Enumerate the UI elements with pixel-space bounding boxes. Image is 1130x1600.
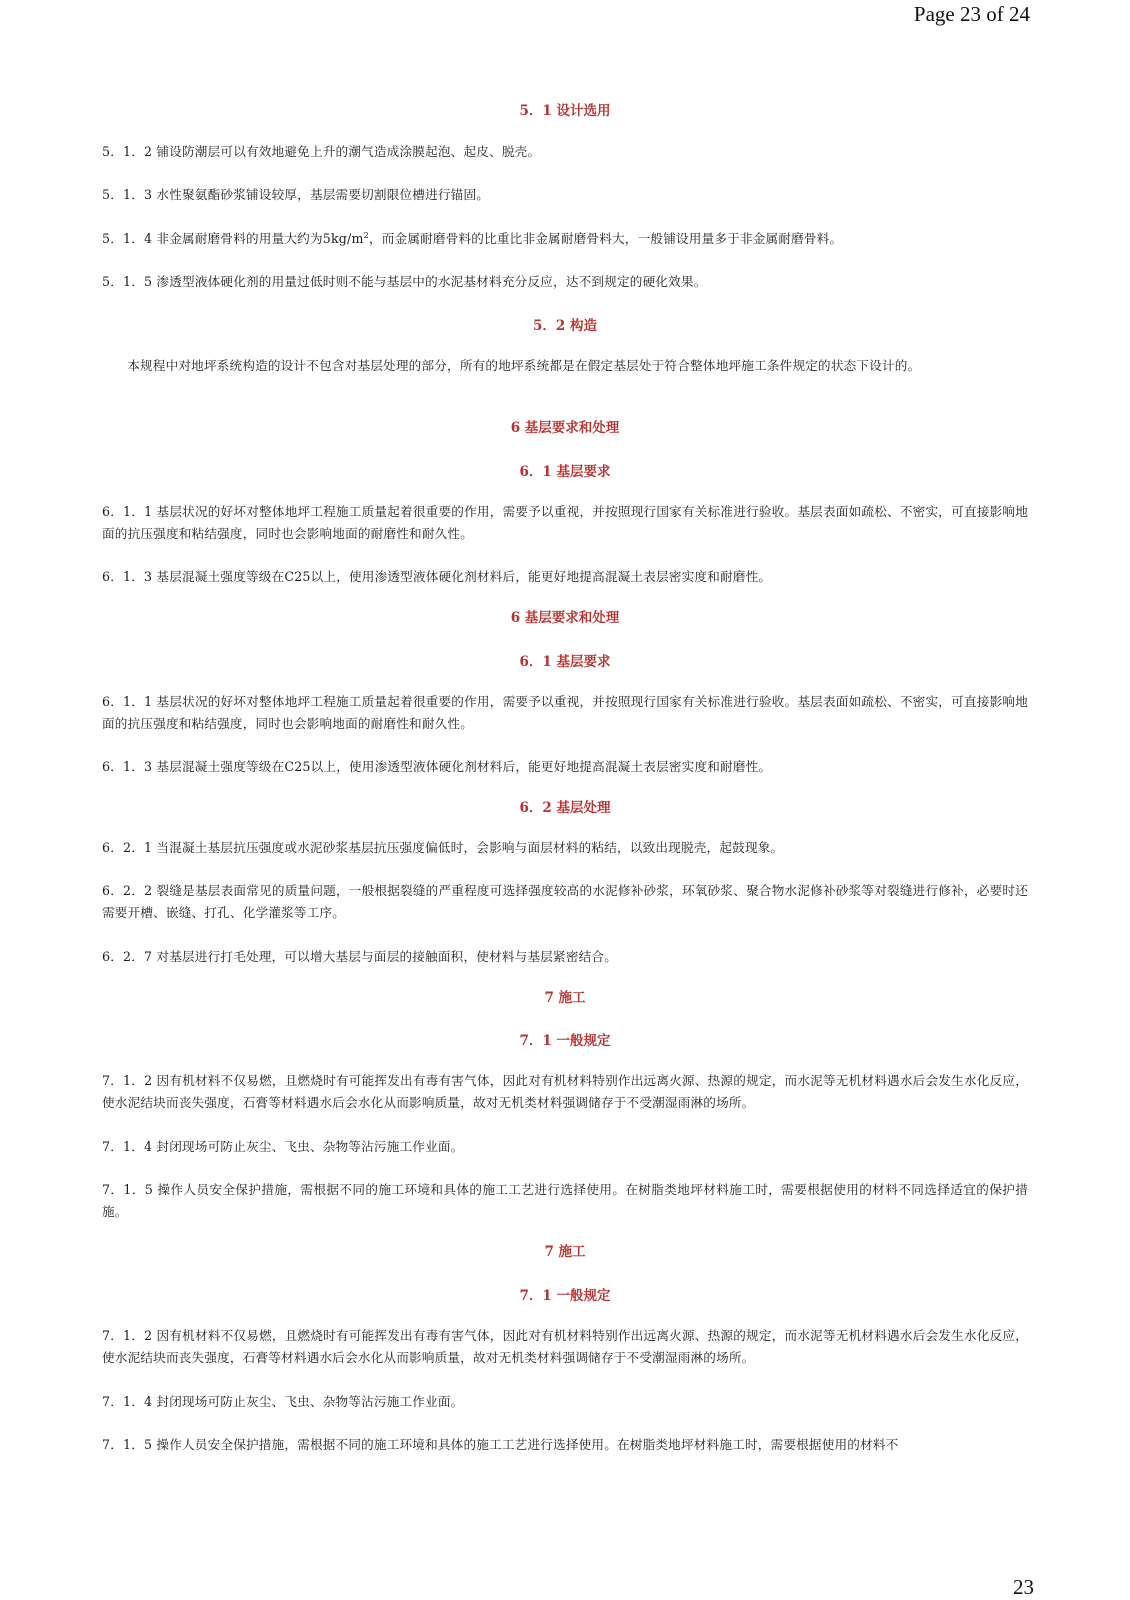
- paragraph: 5．1．4 非金属耐磨骨料的用量大约为$5kg/m^2$，而金属耐磨骨料的比重比非金属耐磨骨料大，一般铺设用量多于非金属耐磨骨料。: [102, 230, 843, 246]
- section-heading: 5．1 设计选用: [519, 103, 611, 119]
- page-header: Page 23 of 24: [913, 2, 1030, 26]
- paragraph: 6．2．1 当混凝土基层抗压强度或水泥砂浆基层抗压强度偏低时，会影响与面层材料的粘结，以致出现脱壳，起鼓现象。: [102, 840, 784, 855]
- section-heading: 7．1 一般规定: [519, 1288, 611, 1304]
- paragraph: 6．2．2 裂缝是基层表面常见的质量问题，一般根据裂缝的严重程度可选择强度较高的水泥修补砂浆，环氧砂浆、聚合物水泥修补砂浆等对裂缝进行修补，必要时还需要开槽、嵌缝、打孔、化学灌浆等工序。: [102, 883, 1028, 920]
- paragraph: 本规程中对地坪系统构造的设计不包含对基层处理的部分，所有的地坪系统都是在假定基层处于符合整体地坪施工条件规定的状态下设计的。: [127, 358, 921, 373]
- paragraph: 6．1．3 基层混凝土强度等级在C25以上，使用渗透型液体硬化剂材料后，能更好地提高混凝土表层密实度和耐磨性。: [102, 759, 772, 774]
- section-heading: 6．2 基层处理: [519, 800, 611, 816]
- paragraph: 5．1．5 渗透型液体硬化剂的用量过低时则不能与基层中的水泥基材料充分反应，达不到规定的硬化效果。: [102, 274, 707, 289]
- section-heading: 7 施工: [544, 1244, 586, 1260]
- paragraph: 5．1．2 铺设防潮层可以有效地避免上升的潮气造成涂膜起泡、起皮、脱壳。: [102, 144, 541, 159]
- paragraph: 6．2．7 对基层进行打毛处理，可以增大基层与面层的接触面积，使材料与基层紧密结合。: [102, 949, 618, 964]
- section-heading: 6．1 基层要求: [519, 464, 611, 480]
- section-heading: 7．1 一般规定: [519, 1033, 611, 1049]
- section-heading: 5．2 构造: [533, 318, 597, 334]
- paragraph: 6．1．1 基层状况的好坏对整体地坪工程施工质量起着很重要的作用，需要予以重视，并按照现行国家有关标准进行验收。基层表面如疏松、不密实，可直接影响地面的抗压强度和粘结强度，同时也会影响地面的耐磨性和耐久性。: [102, 694, 1028, 731]
- section-heading: 7 施工: [544, 990, 586, 1006]
- paragraph: 6．1．3 基层混凝土强度等级在C25以上，使用渗透型液体硬化剂材料后，能更好地提高混凝土表层密实度和耐磨性。: [102, 569, 772, 584]
- paragraph: 5．1．3 水性聚氨酯砂浆铺设较厚，基层需要切割限位槽进行锚固。: [102, 187, 490, 202]
- paragraph: 7．1．2 因有机材料不仅易燃，且燃烧时有可能挥发出有毒有害气体，因此对有机材料特别作出远离火源、热源的规定，而水泥等无机材料遇水后会发生水化反应，使水泥结块而丧失强度，石膏等材料遇水后会水化从而影响质量，故对无机类材料强调储存于不受潮湿雨淋的场所。: [102, 1328, 1028, 1365]
- page-number: 23: [1013, 1575, 1034, 1599]
- paragraph: 7．1．4 封闭现场可防止灰尘、飞虫、杂物等沾污施工作业面。: [102, 1394, 464, 1409]
- section-heading: 6 基层要求和处理: [510, 420, 620, 436]
- paragraph: 6．1．1 基层状况的好坏对整体地坪工程施工质量起着很重要的作用，需要予以重视，并按照现行国家有关标准进行验收。基层表面如疏松、不密实，可直接影响地面的抗压强度和粘结强度，同时也会影响地面的耐磨性和耐久性。: [102, 504, 1028, 541]
- section-heading: 6．1 基层要求: [519, 654, 611, 670]
- paragraph: 7．1．4 封闭现场可防止灰尘、飞虫、杂物等沾污施工作业面。: [102, 1139, 464, 1154]
- paragraph: 7．1．5 操作人员安全保护措施，需根据不同的施工环境和具体的施工工艺进行选择使用。在树脂类地坪材料施工时，需要根据使用的材料不同选择适宜的保护措施。: [102, 1182, 1028, 1219]
- paragraph: 7．1．5 操作人员安全保护措施，需根据不同的施工环境和具体的施工工艺进行选择使用。在树脂类地坪材料施工时，需要根据使用的材料不: [102, 1437, 899, 1452]
- paragraph: 7．1．2 因有机材料不仅易燃，且燃烧时有可能挥发出有毒有害气体，因此对有机材料特别作出远离火源、热源的规定，而水泥等无机材料遇水后会发生水化反应，使水泥结块而丧失强度，石膏等材料遇水后会水化从而影响质量，故对无机类材料强调储存于不受潮湿雨淋的场所。: [102, 1073, 1028, 1110]
- section-heading: 6 基层要求和处理: [510, 610, 620, 626]
